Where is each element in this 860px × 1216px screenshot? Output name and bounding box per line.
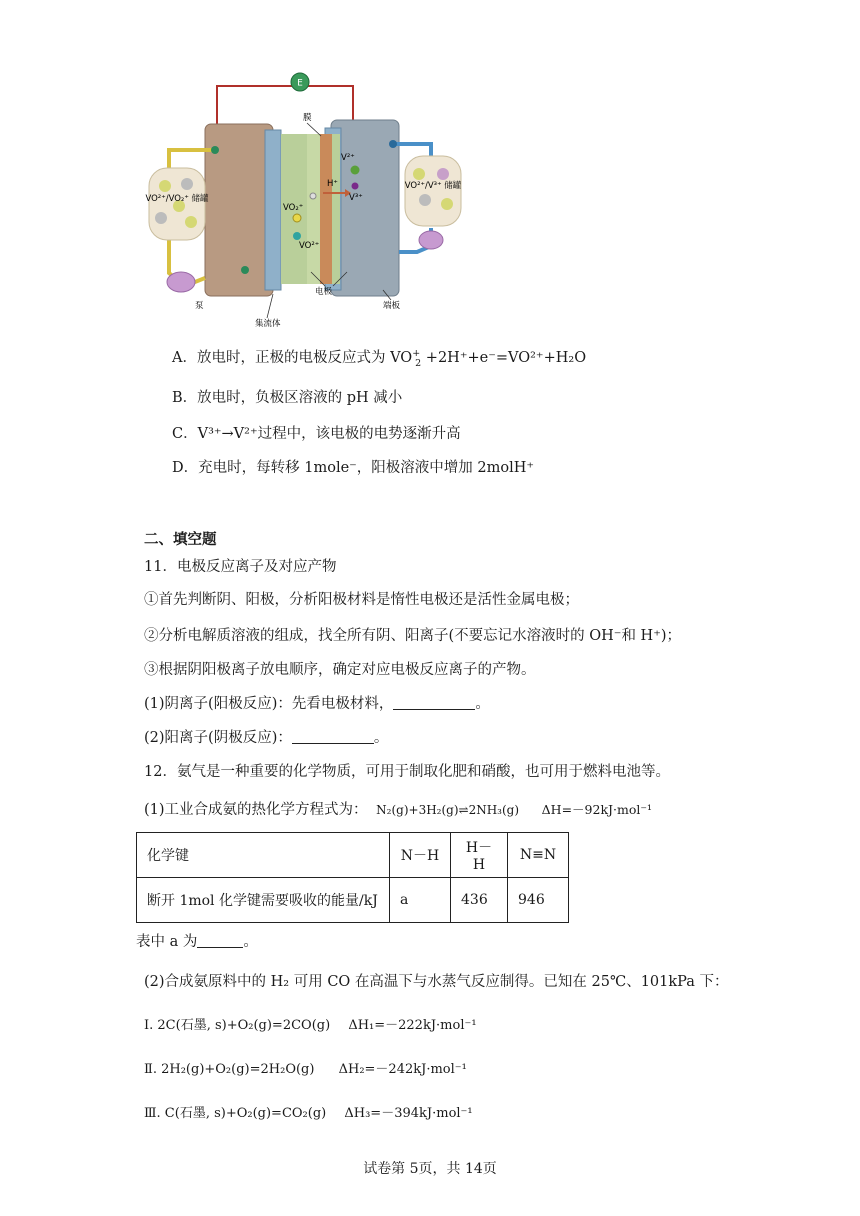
table-cell: a [390, 878, 451, 923]
flow-battery-diagram [135, 68, 475, 330]
equation-1-text: Ⅰ. 2C(石墨, s)+O₂(g)=2CO(g) [144, 1018, 331, 1033]
option-c: C．V³⁺→V²⁺过程中，该电极的电势逐渐升高 [172, 426, 461, 442]
option-b: B．放电时，负极区溶液的 pH 减小 [172, 390, 403, 406]
q12-sub1-prefix: (1)工业合成氨的热化学方程式为： [144, 802, 368, 818]
bond-energy-table [136, 832, 569, 923]
q11-sub1-period: 。 [475, 696, 490, 712]
label-collector: 集流体 [255, 319, 281, 329]
membrane [320, 134, 332, 284]
table-header-row [137, 833, 569, 878]
q12-title: 12．氨气是一种重要的化学物质，可用于制取化肥和硝酸，也可用于燃料电池等。 [144, 764, 670, 780]
label-v3: V³⁺ [349, 193, 363, 203]
q12-sub2: (2)合成氨原料中的 H₂ 可用 CO 在高温下与水蒸气反应制得。已知在 25℃、101kPa 下： [144, 974, 729, 990]
label-electrode: 电极 [315, 287, 333, 297]
table-question-text: 表中 a 为 [136, 934, 198, 950]
q11-sub2 [144, 728, 388, 748]
table-row [137, 878, 569, 923]
ion-h [310, 193, 316, 199]
label-vo2: VO²⁺ [299, 241, 320, 251]
equation-3-dh: ΔH₃=－394kJ·mol⁻¹ [344, 1106, 473, 1121]
label-right-tank: VO²⁺/V³⁺ 储罐 [404, 181, 462, 191]
q11-point-1: ①首先判断阴、阳极，分析阳极材料是惰性电极还是活性金属电极； [144, 592, 579, 608]
q11-title: 11．电极反应离子及对应产物 [144, 559, 337, 575]
table-question-period: 。 [243, 934, 258, 950]
q11-point-3: ③根据阴阳极离子放电顺序，确定对应电极反应离子的产物。 [144, 662, 536, 678]
q12-enthalpy: ΔH=－92kJ·mol⁻¹ [541, 802, 652, 817]
q11-sub1 [144, 694, 490, 714]
right-tank [405, 156, 461, 226]
q11-point-2: ②分析电解质溶液的组成，找全所有阴、阳离子(不要忘记水溶液时的 OH⁻和 H⁺)； [144, 628, 682, 644]
option-a: A．放电时，正极的电极反应式为 $VO^+_2 +2H^++e^-=VO^{2+}+H_2O$ [172, 348, 587, 369]
label-end-plate: 端板 [383, 301, 401, 311]
table-header-cell: 化学键 [137, 833, 390, 878]
option-d: D．充电时，每转移 1mole⁻，阳极溶液中增加 2molH⁺ [172, 460, 535, 476]
q12-sub1 [144, 800, 652, 820]
pump-icon-right [419, 231, 443, 249]
ion-vo2plus [293, 214, 301, 222]
table-question [136, 932, 258, 952]
section-heading: 二、填空题 [144, 531, 217, 548]
meter-label: E [297, 78, 303, 89]
table-cell: 946 [508, 878, 569, 923]
ion-v2 [351, 166, 360, 175]
page-footer: 试卷第 5页，共 14页 [363, 1161, 497, 1177]
q12-equation: N₂(g)+3H₂(g)⇌2NH₃(g) [376, 803, 520, 817]
equation-2-text: Ⅱ. 2H₂(g)+O₂(g)=2H₂O(g) [144, 1062, 315, 1077]
pump-icon [167, 272, 195, 292]
label-membrane: 膜 [303, 113, 312, 123]
external-circuit-wire [217, 86, 353, 126]
option-a-suffix: +2H⁺+e⁻=VO²⁺+H₂O [421, 350, 587, 366]
q11-sub1-text: (1)阴离子(阳极反应)：先看电极材料， [144, 696, 394, 712]
ion-vo2 [293, 232, 301, 240]
table-cell: 断开 1mol 化学键需要吸收的能量/kJ [137, 878, 390, 923]
equation-1 [144, 1016, 477, 1036]
label-v2: V²⁺ [341, 153, 355, 163]
option-a-prefix: A．放电时，正极的电极反应式为 VO [172, 350, 413, 366]
equation-2-dh: ΔH₂=－242kJ·mol⁻¹ [338, 1062, 467, 1077]
q11-sub2-text: (2)阳离子(阴极反应)： [144, 730, 292, 746]
ion-v3 [352, 183, 359, 190]
equation-2 [144, 1060, 467, 1080]
equation-1-dh: ΔH₁=－222kJ·mol⁻¹ [348, 1018, 477, 1033]
label-vo2plus: VO₂⁺ [283, 203, 304, 213]
q11-sub2-period: 。 [373, 730, 389, 746]
label-h: H⁺ [327, 179, 338, 189]
equation-3 [144, 1104, 473, 1124]
label-left-tank: VO²⁺/VO₂⁺ 储罐 [145, 194, 209, 204]
table-cell: 436 [451, 878, 508, 923]
equation-3-text: Ⅲ. C(石墨, s)+O₂(g)=CO₂(g) [144, 1106, 327, 1121]
answer-blank-1[interactable] [393, 695, 475, 710]
answer-blank-a[interactable] [197, 933, 243, 948]
label-pump: 泵 [195, 301, 204, 311]
table-header-cell: H－H [451, 833, 508, 878]
left-collector [265, 130, 281, 290]
answer-blank-2[interactable] [292, 729, 374, 744]
table-header-cell: N≡N [508, 833, 569, 878]
table-header-cell: N－H [390, 833, 451, 878]
